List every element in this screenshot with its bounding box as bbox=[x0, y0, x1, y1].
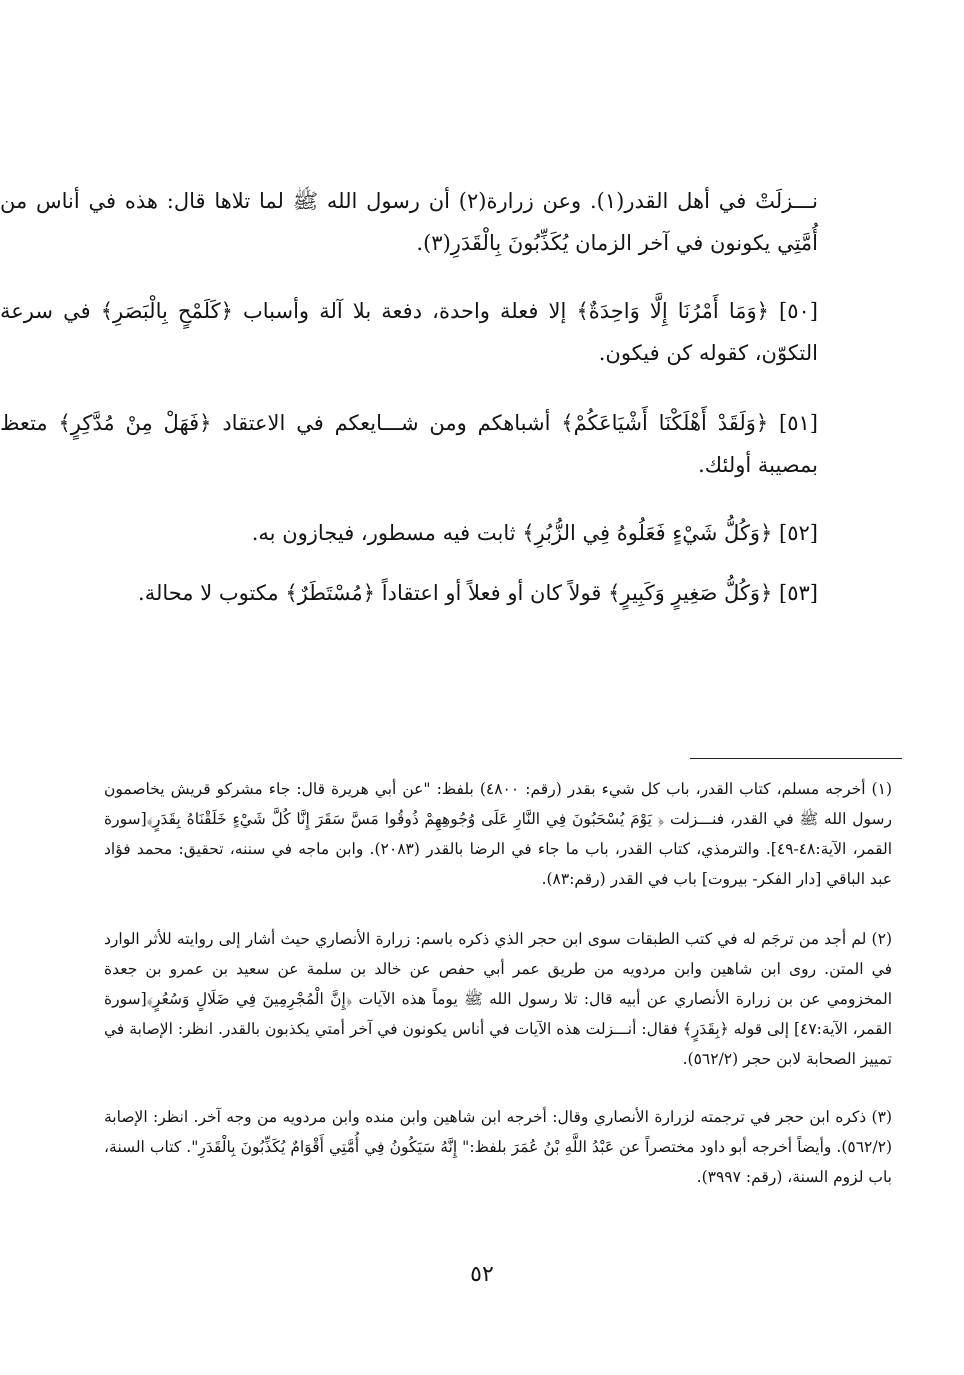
footnote-1: (١) أخرجه مسلم، كتاب القدر، باب كل شيء بقدر (رقم: ٤٨٠٠) بلفظ: "عن أبي هريرة قال: جاء مشركو قريش يخاصمون رسول الله ﷺ في القدر، فنـــزلت ﴿ يَوْمَ يُسْحَبُونَ فِي النَّارِ عَلَى وُجُوهِهِمْ ذُوقُوا مَسَّ سَقَرَ إِنَّا كُلَّ شَيْءٍ خَلَقْنَاهُ بِقَدَرٍ﴾[سورة القمر، الآية:٤٨-٤٩]. والترمذي، كتاب القدر، باب ما جاء في الرضا بالقدر (٢٠٨٣). وابن ماجه في سننه، تحقيق: محمد فؤاد عبد الباقي [دار الفكر- بيروت] باب في القدر (رقم:٨٣). bbox=[104, 780, 893, 888]
paragraph-verse-52: [٥٢] ﴿وَكُلُّ شَيْءٍ فَعَلُوهُ فِي الزُّبُرِ﴾ ثابت فيه مسطور، فيجازون به. bbox=[251, 521, 818, 545]
page-number: ٥٢ bbox=[470, 1262, 494, 1287]
footnote-2: (٢) لم أجد من ترجَم له في كتب الطبقات سوى ابن حجر الذي ذكره باسم: زرارة الأنصاري حيث أشار إلى روايته للأثر الوارد في المتن. روى ابن شاهين وابن مردويه من طريق عمر أبي حفص عن خالد بن سلمة عن سعيد بن عمرو بن جعدة المخزومي عن بن زرارة الأنصاري عن أبيه قال: تلا رسول الله ﷺ يوماً هذه الآيات ﴿إِنَّ الْمُجْرِمِينَ فِي ضَلَالٍ وَسُعُرٍ﴾[سورة القمر، الآية:٤٧] إلى قوله ﴿بِقَدَرٍ﴾ فقال: أنـــزلت هذه الآيات في أناس يكونون في آخر أمتي يكذبون بالقدر. انظر: الإصابة في تمييز الصحابة لابن حجر (٥٦٢/٢). bbox=[104, 930, 893, 1068]
footnote-separator bbox=[690, 758, 902, 759]
paragraph-intro: نـــزلَتْ في أهل القدر(١). وعن زرارة(٢) أن رسول الله ﷺ لما تلاها قال: هذه في أناس من أُمَّتِي يكونون في آخر الزمان يُكَذِّبُونَ بِالْقَدَرِ(٣). bbox=[0, 189, 818, 255]
paragraph-verse-50: [٥٠] ﴿وَمَا أَمْرُنَا إِلَّا وَاحِدَةٌ﴾ إلا فعلة واحدة، دفعة بلا آلة وأسباب ﴿كَلَمْحٍ بِالْبَصَرِ﴾ في سرعة التكوّن، كقوله كن فيكون. bbox=[0, 299, 818, 365]
paragraph-verse-53: [٥٣] ﴿وَكُلُّ صَغِيرٍ وَكَبِيرٍ﴾ قولاً كان أو فعلاً أو اعتقاداً ﴿مُسْتَطَرٌ﴾ مكتوب لا محالة. bbox=[138, 581, 818, 605]
paragraph-verse-51: [٥١] ﴿وَلَقَدْ أَهْلَكْنَا أَشْيَاعَكُمْ﴾ أشباهكم ومن شـــايعكم في الاعتقاد ﴿فَهَلْ مِنْ مُدَّكِرٍ﴾ متعظ بمصيبة أولئك. bbox=[0, 411, 818, 477]
footnote-3: (٣) ذكره ابن حجر في ترجمته لزرارة الأنصاري وقال: أخرجه ابن شاهين وابن منده وابن مردويه من وجه آخر. انظر: الإصابة (٥٦٢/٢). وأيضاً أخرجه أبو داود مختصراً عن عَبْدُ اللَّهِ بْنُ عُمَرَ بلفظ:" إِنَّهُ سَيَكُونُ فِي أُمَّتِي أَقْوَامٌ يُكَذِّبُونَ بِالْقَدَرِ". كتاب السنة، باب لزوم السنة، (رقم: ٣٩٩٧). bbox=[104, 1108, 892, 1186]
